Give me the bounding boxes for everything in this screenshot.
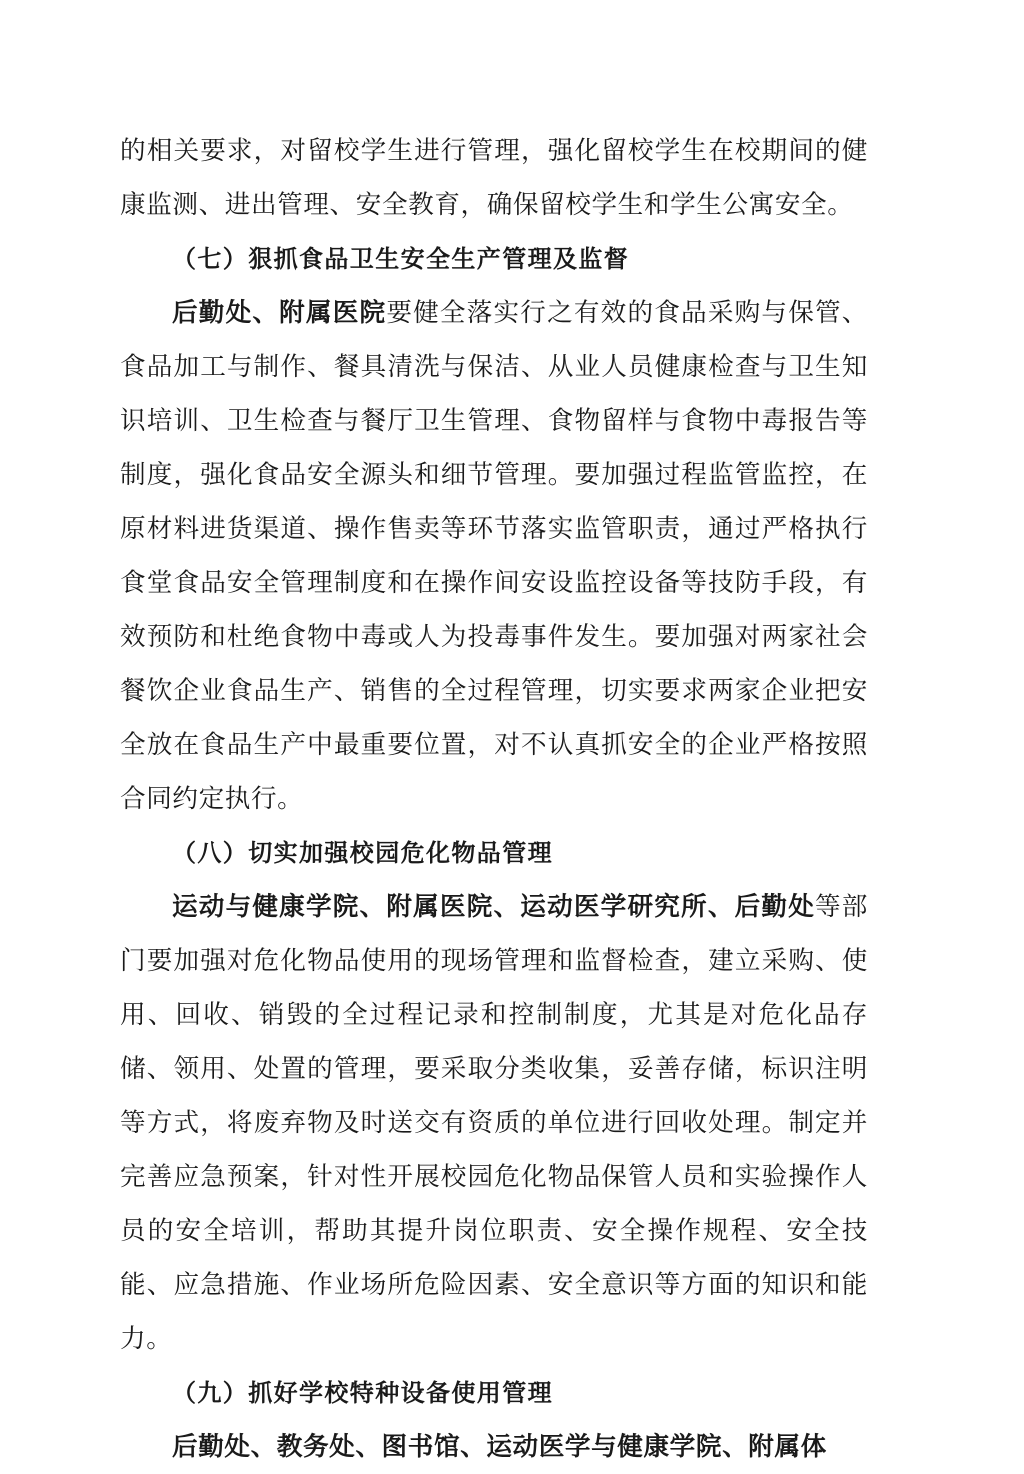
section-heading-7: （七）狠抓食品卫生安全生产管理及监督 (172, 245, 630, 273)
food-safety-text: 要健全落实行之有效的食品采购与保管、食品加工与制作、餐具清洗与保洁、从业人员健康检查与卫生知识培训、卫生检查与餐厅卫生管理、食物留样与食物中毒报告等制度，强化食品安全源头和细节管理。要加强过程监管监控，在原材料进货渠道、操作售卖等环节落实监管职责，通过严格执行食堂食品安全管理制度和在操作间安设监控设备等技防手段，有效预防和杜绝食物中毒或人为投毒事件发生。要加强对两家社会餐饮企业食品生产、销售的全过程管理，切实要求两家企业把安全放在食品生产中最重要位置，对不认真抓安全的企业严格按照合同约定执行。 (120, 298, 868, 814)
responsible-departments-equipment: 后勤处、教务处、图书馆、运动医学与健康学院、附属体 (172, 1432, 827, 1462)
paragraph-food-safety (120, 286, 868, 826)
document-body (120, 124, 868, 1474)
paragraph-hazardous-materials (120, 880, 868, 1366)
hazmat-text: 等部门要加强对危化物品使用的现场管理和监督检查，建立采购、使用、回收、销毁的全过程记录和控制制度，尤其是对危化品存储、领用、处置的管理，要采取分类收集，妥善存储，标识注明等方式，将废弃物及时送交有资质的单位进行回收处理。制定并完善应急预案，针对性开展校园危化物品保管人员和实验操作人员的安全培训，帮助其提升岗位职责、安全操作规程、安全技能、应急措施、作业场所危险因素、安全意识等方面的知识和能力。 (120, 892, 869, 1354)
responsible-departments-hazmat: 运动与健康学院、附属医院、运动医学研究所、后勤处 (172, 892, 816, 922)
responsible-departments-food: 后勤处、附属医院 (172, 298, 387, 328)
paragraph-special-equipment (120, 1420, 868, 1474)
section-heading-9: （九）抓好学校特种设备使用管理 (172, 1379, 553, 1407)
section-heading-8: （八）切实加强校园危化物品管理 (172, 839, 553, 867)
paragraph-dormitory-safety: 的相关要求，对留校学生进行管理，强化留校学生在校期间的健康监测、进出管理、安全教育，确保留校学生和学生公寓安全。 (120, 136, 868, 220)
